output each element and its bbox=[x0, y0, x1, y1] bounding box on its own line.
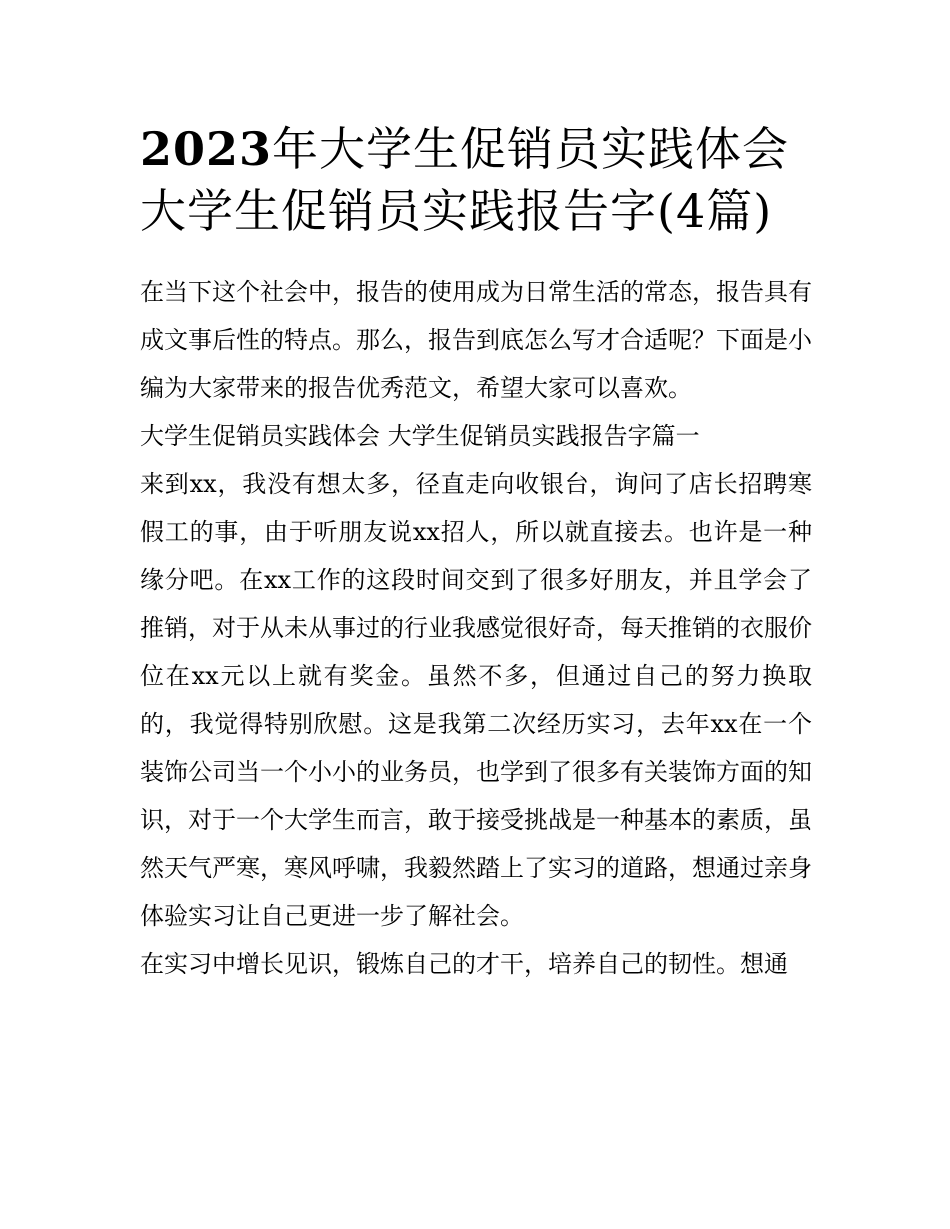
document-title bbox=[140, 118, 812, 242]
title-year: 2023 bbox=[140, 122, 273, 176]
body-paragraph-2: 在实习中增长见识，锻炼自己的才干，培养自己的韧性。想通 bbox=[140, 950, 788, 978]
title-text: 年大学生促销员实践体会大学生促销员实践报告字(4篇) bbox=[140, 122, 790, 238]
document-page bbox=[140, 118, 812, 988]
section-heading: 大学生促销员实践体会 大学生促销员实践报告字篇一 bbox=[140, 422, 700, 450]
body-paragraph-1: 来到xx，我没有想太多，径直走向收银台，询问了店长招聘寒假工的事，由于听朋友说xx招人，所以就直接去。也许是一种缘分吧。在xx工作的这段时间交到了很多好朋友，并且学会了推销，对于从未从事过的行业我感觉很好奇，每天推销的衣服价位在xx元以上就有奖金。虽然不多，但通过自己的努力换取的，我觉得特别欣慰。这是我第二次经历实习，去年xx在一个装饰公司当一个小小的业务员，也学到了很多有关装饰方面的知识，对于一个大学生而言，敢于接受挑战是一种基本的素质，虽然天气严寒，寒风呼啸，我毅然踏上了实习的道路，想通过亲身体验实习让自己更进一步了解社会。 bbox=[140, 470, 812, 930]
intro-paragraph: 在当下这个社会中，报告的使用成为日常生活的常态，报告具有成文事后性的特点。那么，报告到底怎么写才合适呢？下面是小编为大家带来的报告优秀范文，希望大家可以喜欢。 bbox=[140, 278, 812, 402]
